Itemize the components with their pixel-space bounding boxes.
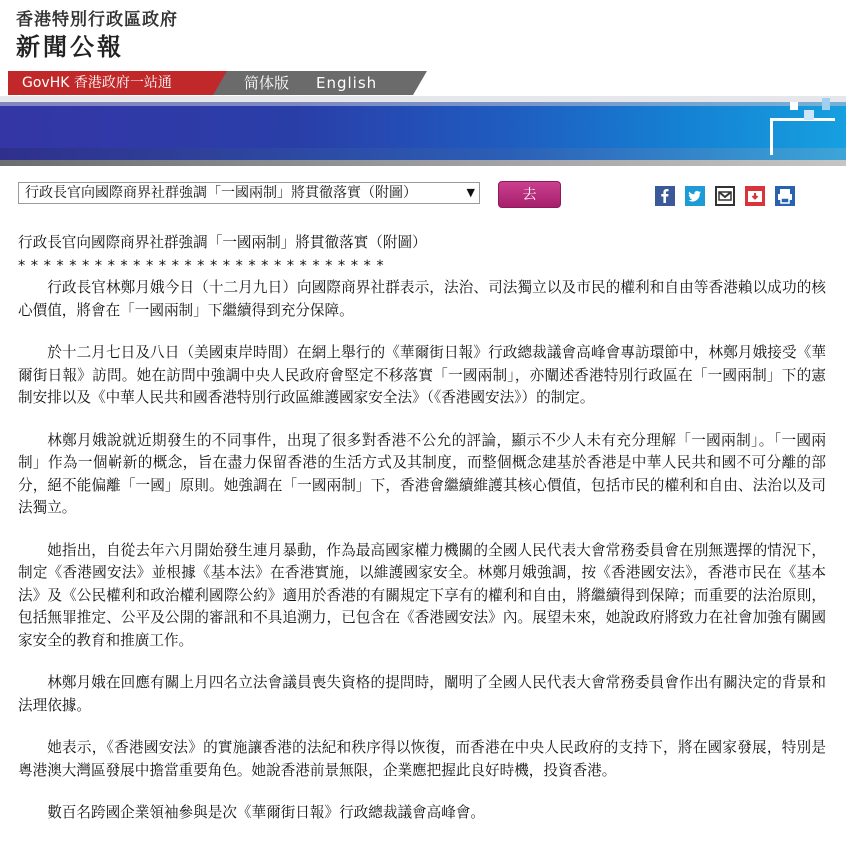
banner-decoration bbox=[770, 118, 835, 155]
header-banner bbox=[0, 96, 846, 160]
article-paragraph: 林鄭月娥說就近期發生的不同事件，出現了很多對香港不公允的評論，顯示不少人未有充分理解「一國兩制」。「一國兩制」作為一個嶄新的概念，旨在盡力保留香港的生活方式及其制度，而整個概念建基於香港是中華人民共和國不可分離的部分，絕不能偏離「一國」原則。她強調在「一國兩制」下，香港會繼續維護其核心價值，包括市民的權利和自由、法治以及司法獨立。 bbox=[18, 431, 826, 516]
header-stripe bbox=[0, 160, 846, 166]
press-release-select[interactable] bbox=[18, 182, 480, 204]
org-name: 香港特別行政區政府 bbox=[16, 10, 178, 30]
simplified-chinese-link[interactable]: 简体版 bbox=[244, 74, 290, 92]
article-title: 行政長官向國際商界社群強調「一國兩制」將貫徹落實（附圖） bbox=[18, 234, 427, 251]
section-title: 新聞公報 bbox=[16, 33, 124, 61]
article-paragraph: 她表示，《香港國安法》的實施讓香港的法紀和秩序得以恢復，而香港在中央人民政府的支持下，將在國家發展，特別是粵港澳大灣區發展中擔當重要角色。她說香港前景無限，企業應把握此良好時機，投資香港。 bbox=[18, 739, 826, 779]
chevron-down-icon[interactable]: ▼ bbox=[463, 183, 475, 203]
english-link[interactable]: English bbox=[316, 74, 378, 92]
title-separator: ***************************** bbox=[18, 256, 390, 274]
print-icon[interactable] bbox=[775, 186, 795, 206]
article-paragraph: 她指出，自從去年六月開始發生連月暴動，作為最高國家權力機關的全國人民代表大會常務委員會在別無選擇的情況下，制定《香港國安法》並根據《基本法》在香港實施，以維護國家安全。林鄭月娥強調，按《香港國安法》，香港市民在《基本法》及《公民權利和政治權利國際公約》適用於香港的有關規定下享有的權利和自由，將繼續得到保障；而重要的法治原則，包括無罪推定、公平及公開的審訊和不具追溯力，已包含在《香港國安法》內。展望未來，她說政府將致力在社會加強有關國家安全的教育和推廣工作。 bbox=[18, 541, 826, 649]
email-icon[interactable] bbox=[715, 186, 735, 206]
facebook-icon[interactable] bbox=[655, 186, 675, 206]
twitter-icon[interactable] bbox=[685, 186, 705, 206]
article-paragraph: 於十二月七日及八日（美國東岸時間）在網上舉行的《華爾街日報》行政總裁議會高峰會專訪環節中，林鄭月娥接受《華爾街日報》訪問。她在訪問中強調中央人民政府會堅定不移落實「一國兩制」，亦闡述香港特別行政區在「一國兩制」下的憲制安排以及《中華人民共和國香港特別行政區維護國家安全法》（《香港國安法》）的制定。 bbox=[18, 344, 826, 406]
article-paragraph: 數百名跨國企業領袖參與是次《華爾街日報》行政總裁議會高峰會。 bbox=[47, 804, 486, 821]
article-body bbox=[18, 232, 826, 845]
site-header bbox=[0, 0, 846, 70]
nav-background bbox=[205, 71, 413, 95]
govhk-link[interactable]: GovHK 香港政府一站通 bbox=[8, 71, 213, 95]
top-nav bbox=[0, 70, 846, 96]
select-value: 行政長官向國際商界社群強調「一國兩制」將貫徹落實（附圖） bbox=[25, 185, 417, 201]
article-paragraph: 行政長官林鄭月娥今日（十二月九日）向國際商界社群表示，法治、司法獨立以及市民的權利和自由等香港賴以成功的核心價值，將會在「一國兩制」下繼續得到充分保障。 bbox=[18, 279, 826, 319]
article-paragraph: 林鄭月娥在回應有關上月四名立法會議員喪失資格的提問時，闡明了全國人民代表大會常務委員會作出有關決定的背景和法理依據。 bbox=[18, 674, 826, 714]
go-button[interactable]: 去 bbox=[498, 181, 561, 208]
weibo-icon[interactable] bbox=[745, 186, 765, 206]
